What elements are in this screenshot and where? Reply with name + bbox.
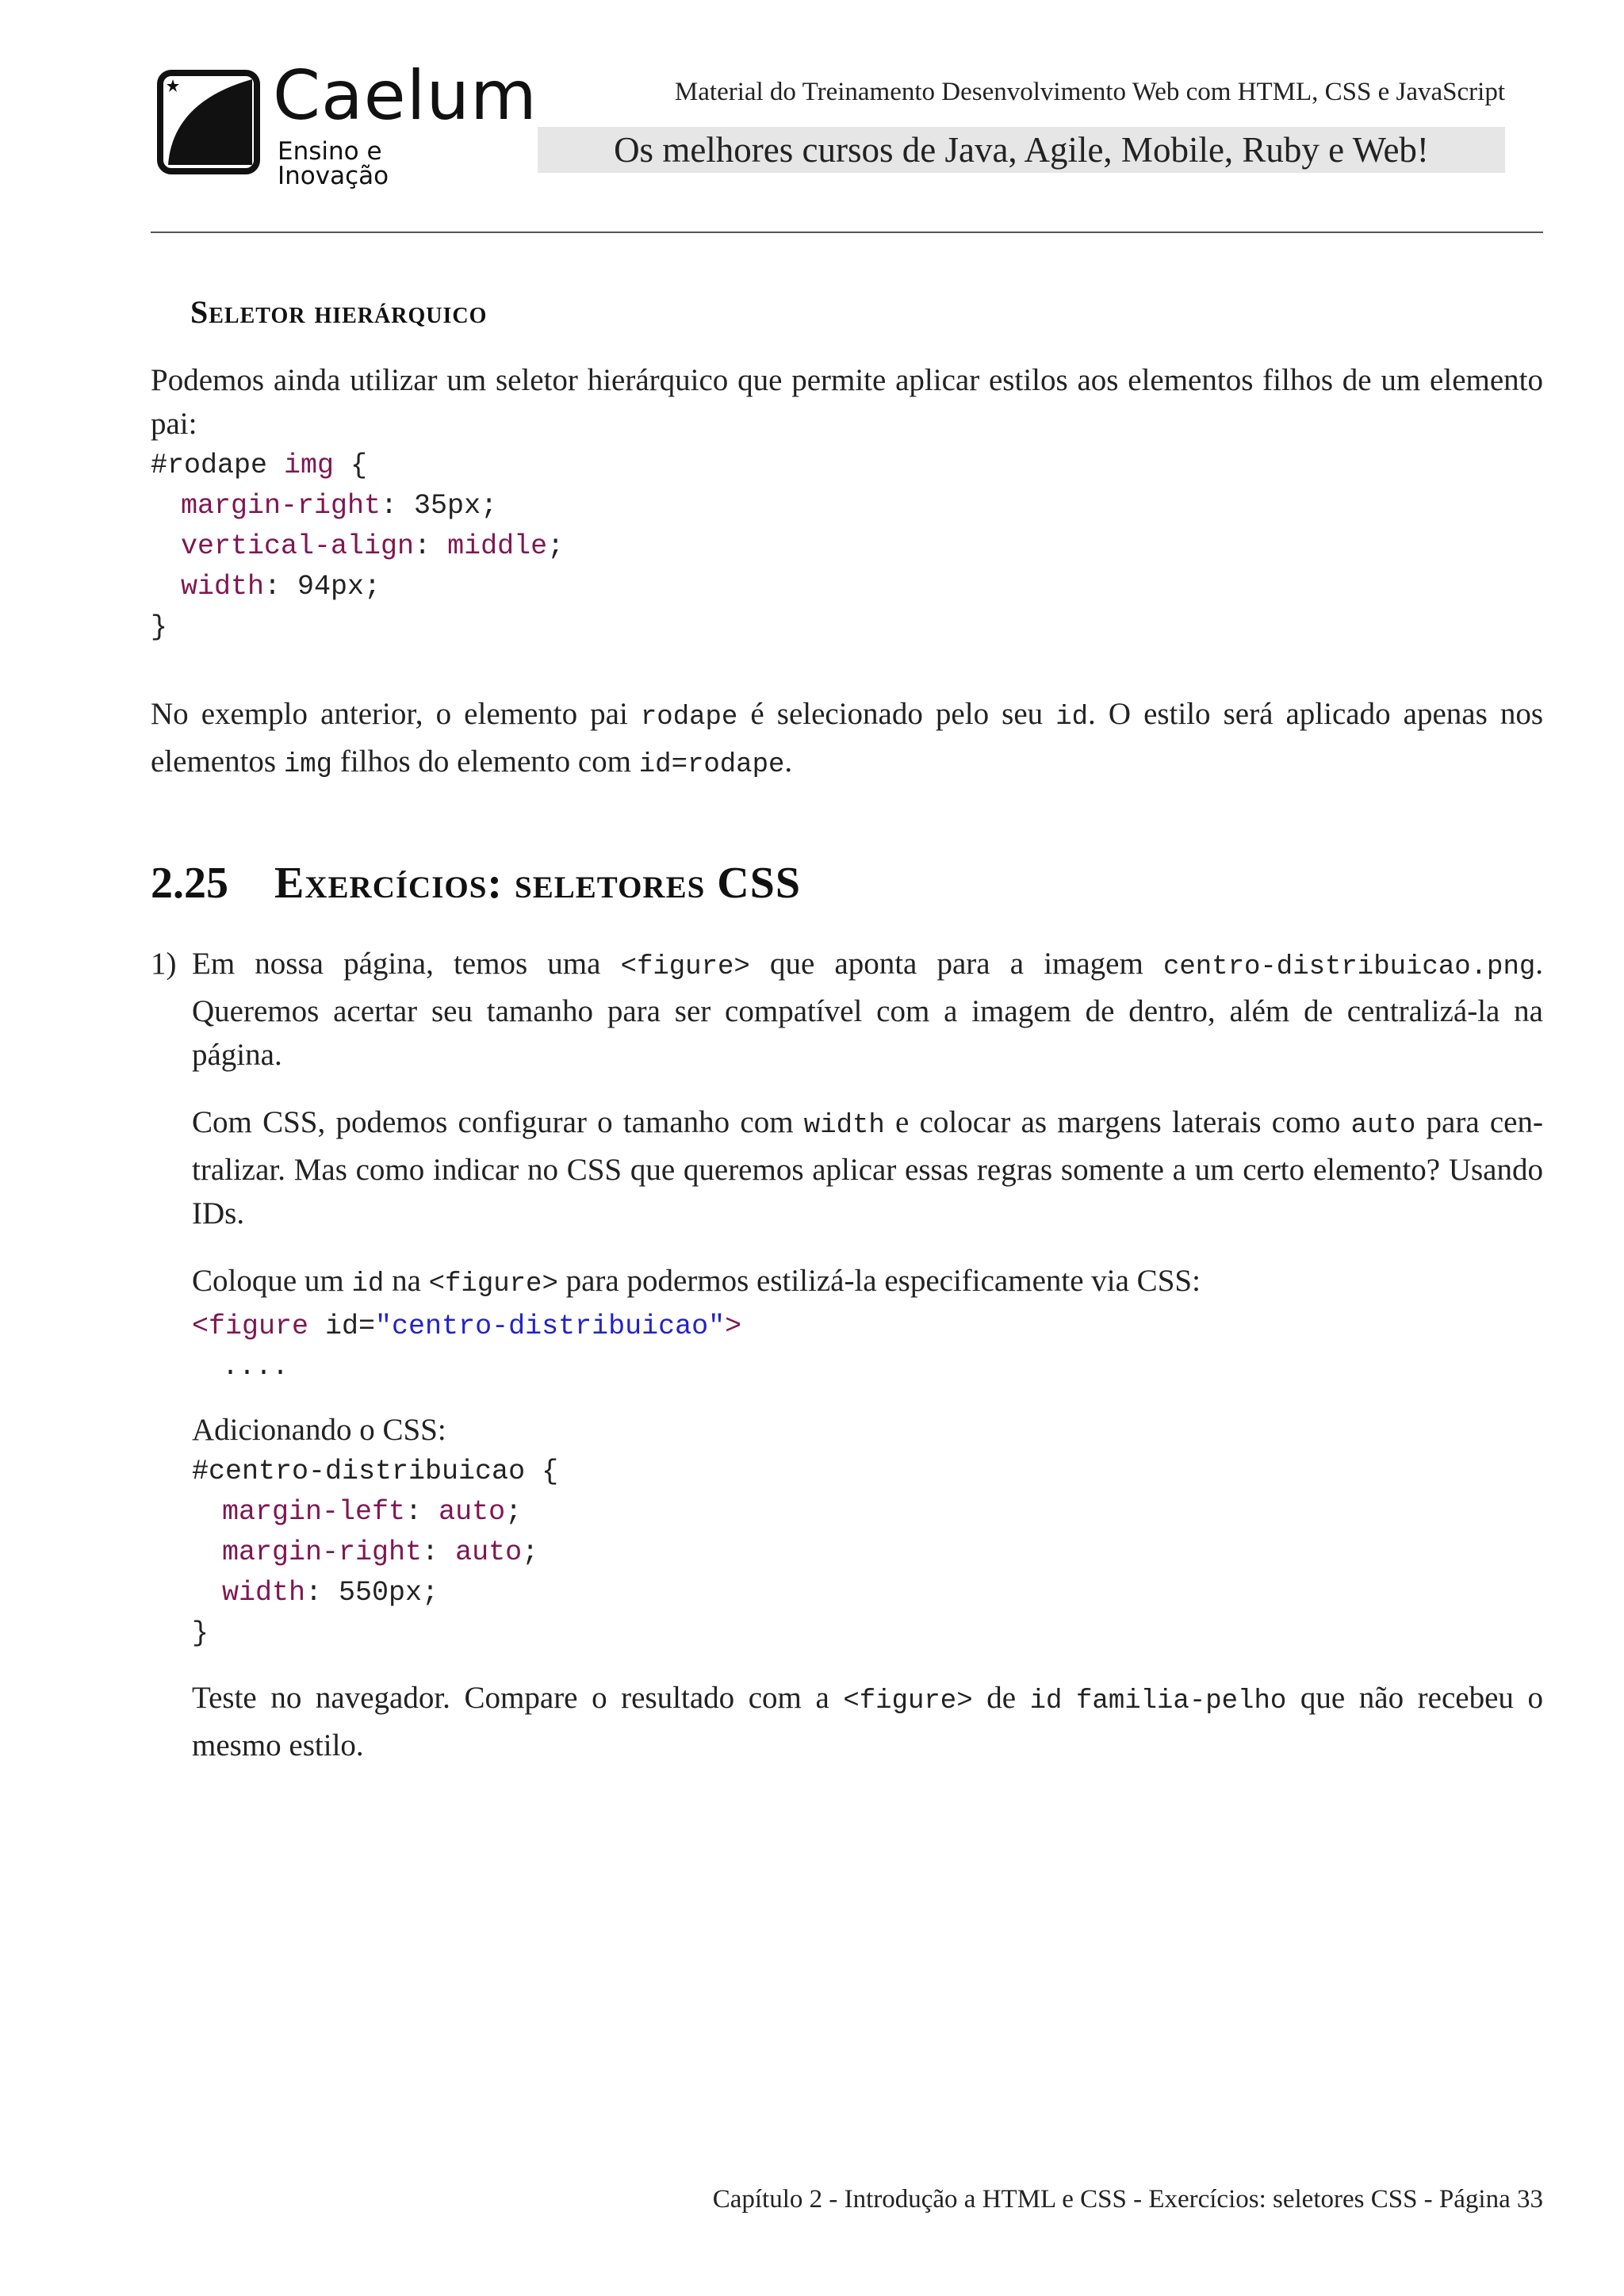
code-property: width xyxy=(222,1577,306,1609)
inline-code: centro-distribuicao.png xyxy=(1162,952,1536,983)
code-brace: } xyxy=(192,1617,209,1650)
code-string: "centro-distribuicao" xyxy=(375,1311,726,1343)
text-run: e colocar as margens laterais como xyxy=(884,1105,1351,1140)
code-block-figure xyxy=(192,1307,1543,1387)
code-semicolon: ; xyxy=(522,1536,539,1569)
paragraph-hier-intro: Podemos ainda utilizar um seletor hierárquico que permite aplicar estilos aos elementos filhos de um elemento pai: xyxy=(151,363,1543,441)
code-value-keyword: auto xyxy=(439,1496,506,1529)
text-run: de xyxy=(972,1681,1030,1716)
paragraph-hier-explanation xyxy=(151,692,1543,787)
code-property: margin-left xyxy=(222,1496,406,1529)
text-run: que não recebeu o mesmo estilo. xyxy=(192,1681,1543,1763)
code-value-keyword: auto xyxy=(455,1536,523,1569)
code-value: : 550px; xyxy=(305,1577,439,1609)
code-tag-close: > xyxy=(725,1311,742,1343)
page-content xyxy=(151,293,1543,1767)
exercise-paragraph-5 xyxy=(192,1676,1543,1767)
code-brace: { xyxy=(334,450,368,481)
code-selector: #centro-distribuicao { xyxy=(192,1456,559,1488)
inline-code: width xyxy=(803,1111,885,1142)
logo-tagline: Ensino e Inovação xyxy=(278,137,389,190)
inline-code: <figure> xyxy=(620,952,750,983)
code-separator: : xyxy=(405,1496,439,1529)
text-run xyxy=(1062,1681,1076,1715)
inline-code: auto xyxy=(1350,1111,1416,1142)
header-divider xyxy=(151,232,1543,233)
code-separator: : xyxy=(414,530,448,562)
code-semicolon: ; xyxy=(505,1496,523,1529)
header-slogan: Os melhores cursos de Java, Agile, Mobile, Ruby e Web! xyxy=(538,127,1505,173)
caelum-logo xyxy=(157,56,538,190)
header-subtitle: Material do Treinamento Desenvolvimento Web com HTML, CSS e JavaScript xyxy=(674,78,1505,106)
code-semicolon: ; xyxy=(547,530,565,562)
code-ellipsis: .... xyxy=(222,1351,289,1383)
code-value: : 94px; xyxy=(264,571,381,603)
page-footer: Capítulo 2 - Introdução a HTML e CSS - Exercícios: seletores CSS - Página 33 xyxy=(712,2185,1543,2214)
code-selector: #rodape xyxy=(151,450,285,481)
exercise-paragraph-2 xyxy=(192,1100,1543,1235)
text-run: . O estilo será aplicado apenas nos elementos xyxy=(151,697,1543,779)
code-value: : 35px; xyxy=(381,490,498,522)
inline-code: id=rodape xyxy=(638,750,785,780)
inline-code: id xyxy=(351,1269,385,1300)
logo-name: Caelum xyxy=(273,56,538,136)
text-run: Em nossa página, temos uma xyxy=(192,947,621,982)
code-property: margin-right xyxy=(181,490,381,522)
text-run: Com CSS, podemos configurar o tamanho com xyxy=(192,1105,804,1140)
text-run: que aponta para a imagem xyxy=(749,947,1163,982)
inline-code: <figure> xyxy=(843,1686,973,1717)
text-run: Teste no navegador. Compare o resultado com a xyxy=(192,1681,844,1716)
section-number: 2.25 xyxy=(151,859,228,908)
text-run: é selecionado pelo seu xyxy=(737,697,1056,731)
inline-code: id xyxy=(1055,702,1089,733)
text-run: na xyxy=(384,1264,429,1299)
code-attribute: id= xyxy=(308,1311,376,1343)
exercise-paragraph-1 xyxy=(192,942,1543,1077)
subsection-heading: Seletor hierárquico xyxy=(190,294,488,330)
exercise-paragraph-4: Adicionando o CSS: xyxy=(192,1413,446,1448)
text-run: . xyxy=(784,744,793,779)
caelum-logo-mark-icon xyxy=(157,70,260,174)
code-property: margin-right xyxy=(222,1536,423,1569)
inline-code: <figure> xyxy=(428,1269,558,1300)
code-property: width xyxy=(181,571,265,603)
code-block-rodape xyxy=(151,446,1543,648)
text-run: para centralizar. Mas como indicar no CSS que queremos aplicar essas regras somente a um certo elemento? Usando IDs. xyxy=(192,1105,1543,1231)
section-name: Exercícios: seletores CSS xyxy=(274,859,802,908)
exercise-paragraph-3 xyxy=(192,1259,1543,1307)
inline-code: img xyxy=(283,750,333,780)
code-property: vertical-align xyxy=(181,530,415,562)
section-title xyxy=(151,857,1543,910)
text-run: filhos do elemento com xyxy=(332,744,639,779)
code-element: img xyxy=(284,450,335,481)
code-brace: } xyxy=(151,611,168,643)
code-block-css xyxy=(192,1452,1543,1654)
text-run: Coloque um xyxy=(192,1264,352,1299)
inline-code: familia-pelho xyxy=(1076,1686,1287,1717)
exercise-number: 1) xyxy=(151,947,177,982)
text-run: No exemplo anterior, o elemento pai xyxy=(151,697,641,731)
code-value-keyword: middle xyxy=(447,530,548,562)
code-separator: : xyxy=(422,1536,456,1569)
inline-code: id xyxy=(1029,1686,1063,1717)
code-tag-open: <figure xyxy=(192,1311,309,1343)
exercise-item xyxy=(151,942,1543,1767)
text-run: para podermos estilizá-la especificamente via CSS: xyxy=(557,1264,1201,1299)
text-run: . Queremos acertar seu tamanho para ser compatível com a imagem de dentro, além de centralizá-la na página. xyxy=(192,947,1543,1073)
inline-code: rodape xyxy=(640,702,738,733)
